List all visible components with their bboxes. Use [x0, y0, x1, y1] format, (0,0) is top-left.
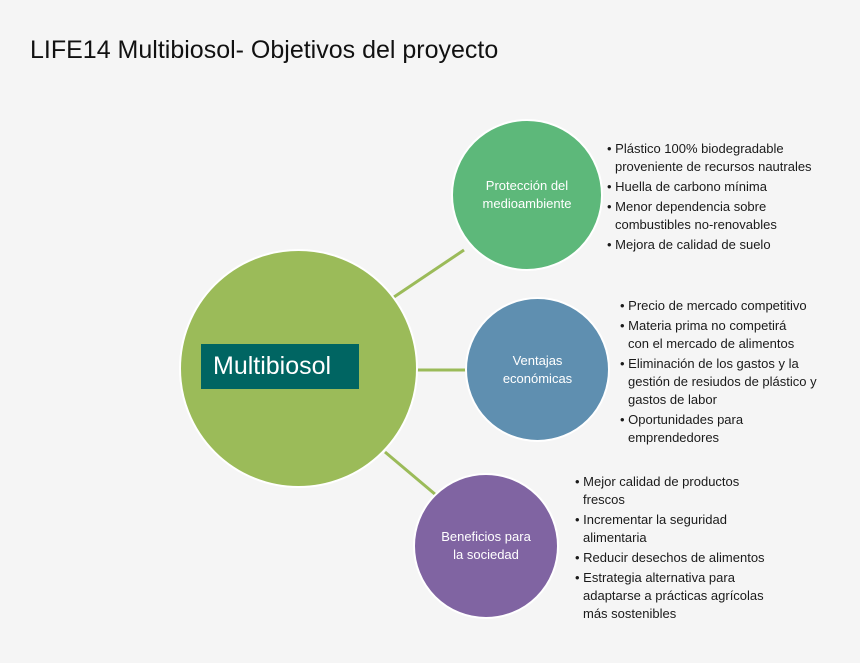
list-item: • Menor dependencia sobre combustibles no-renovables — [607, 198, 812, 234]
list-item: • Materia prima no competirá con el mercado de alimentos — [620, 317, 817, 353]
society-list — [575, 473, 765, 625]
list-item: • Precio de mercado competitivo — [620, 297, 817, 315]
hub-label: Multibiosol — [201, 344, 359, 389]
list-item: • Huella de carbono mínima — [607, 178, 812, 196]
list-item: • Reducir desechos de alimentos — [575, 549, 765, 567]
list-item: • Plástico 100% biodegradable proveniente de recursos nautrales — [607, 140, 812, 176]
list-item: • Eliminación de los gastos y la gestión de resiudos de plástico y gastos de labor — [620, 355, 817, 409]
branch-economic-label: Ventajas económicas — [502, 352, 573, 386]
list-item: • Estrategia alternativa para adaptarse a prácticas agrícolas más sostenibles — [575, 569, 765, 623]
connector-environment — [394, 250, 464, 297]
environment-list — [607, 140, 812, 256]
list-item: • Incrementar la seguridad alimentaria — [575, 511, 765, 547]
branch-environment-circle — [451, 119, 603, 271]
branch-society-circle — [413, 473, 559, 619]
list-item: • Mejora de calidad de suelo — [607, 236, 812, 254]
branch-society-label: Beneficios para la sociedad — [441, 529, 531, 562]
list-item: • Mejor calidad de productos frescos — [575, 473, 765, 509]
economic-list — [620, 297, 817, 449]
page-title: LIFE14 Multibiosol- Objetivos del proyecto — [30, 36, 499, 64]
branch-environment-label: Protección del medioambiente — [482, 178, 572, 211]
connector-society — [385, 452, 436, 495]
branch-economic-circle — [465, 297, 610, 442]
list-item: • Oportunidades para emprendedores — [620, 411, 817, 447]
